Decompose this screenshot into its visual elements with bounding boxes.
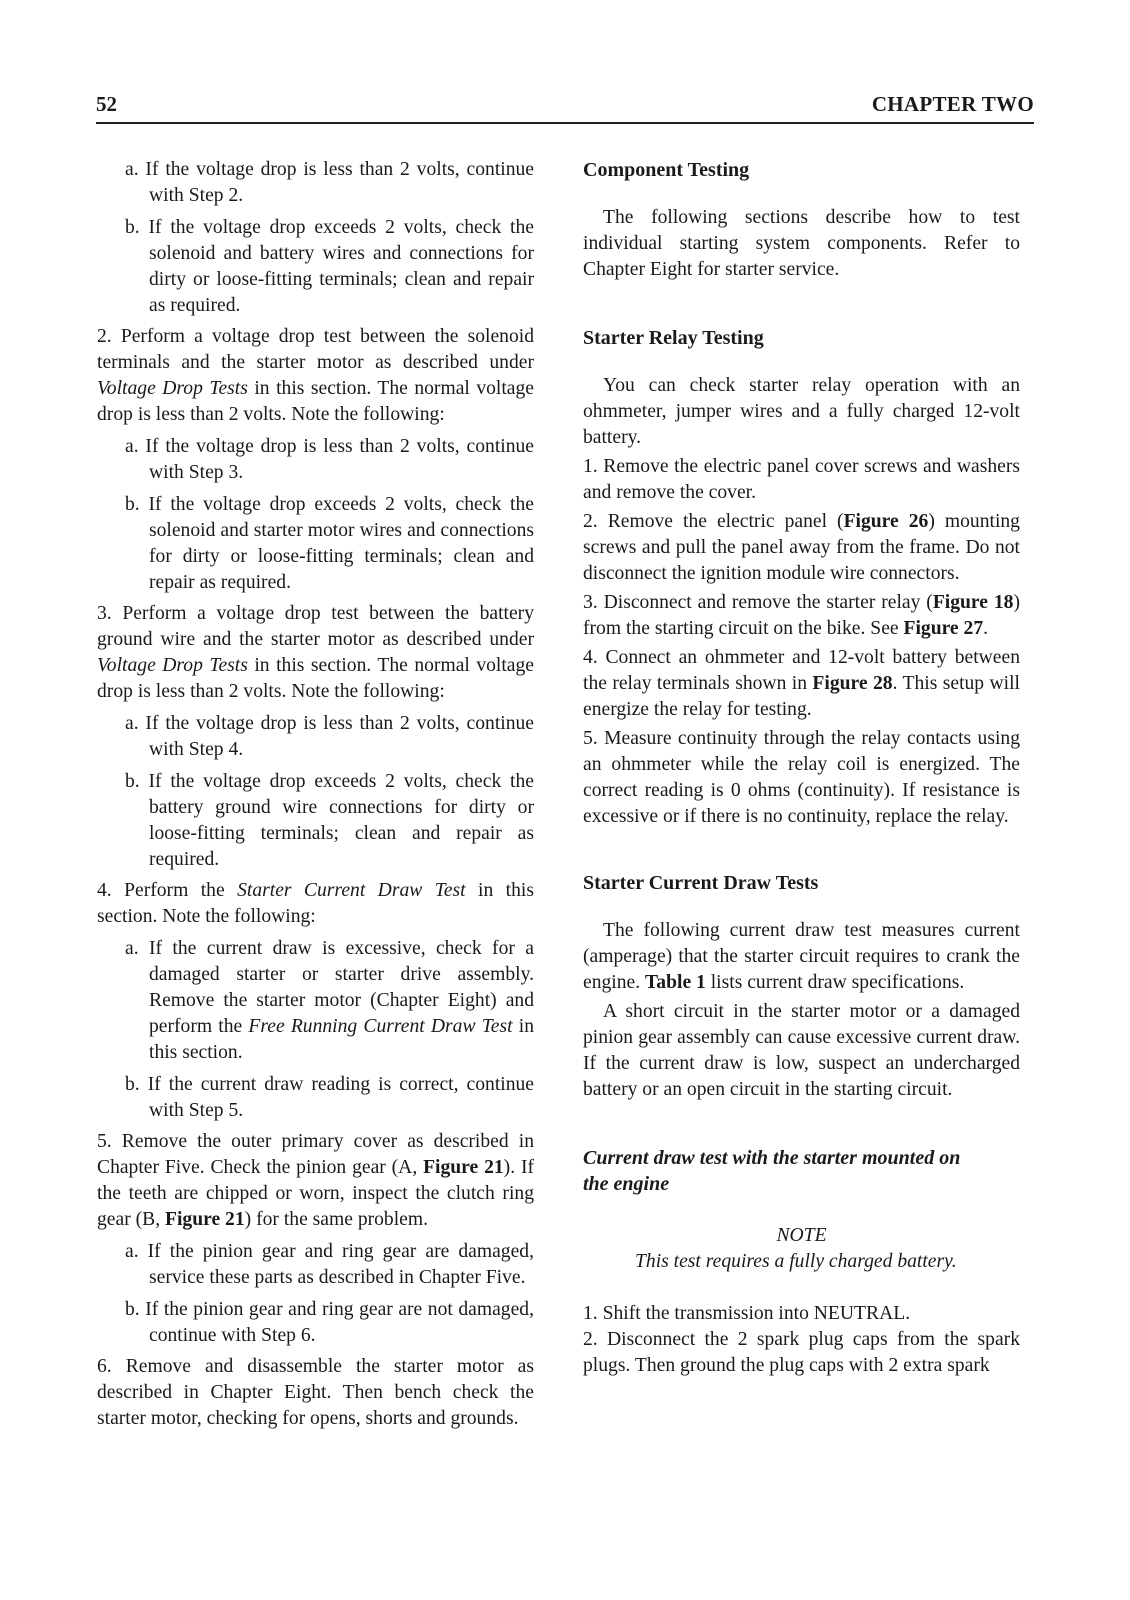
step-6: 6. Remove and disassemble the starter motor as described in Chapter Eight. Then bench check the starter motor, checking for opens, shorts and grounds. [97,1356,534,1429]
page-header [96,92,1034,124]
page-number: 52 [96,92,117,116]
relay-intro-text: You can check starter relay operation with an ohmmeter, jumper wires and a fully charged 12-volt battery. [583,375,1020,448]
step-1a: a. If the voltage drop is less than 2 volts, continue with Step 2. [125,159,534,206]
relay-step-2: 2. Remove the electric panel (Figure 26) mounting screws and pull the panel away from the frame. Do not disconnect the ignition module wire connectors. [583,511,1020,584]
chapter-title: CHAPTER TWO [871,92,1034,116]
step-2: 2. Perform a voltage drop test between the solenoid terminals and the starter motor as described under Voltage Drop Tests in this section. The normal voltage drop is less than 2 volts. Note the following: [97,326,534,425]
heading-starter-relay-testing: Starter Relay Testing [583,327,764,349]
relay-step-5: 5. Measure continuity through the relay contacts using an ohmmeter while the relay coil is energized. The correct reading is 0 ohms (continuity). If resistance is excessive or if there is no continuity, replace the relay. [583,728,1020,827]
left-column [97,157,534,1432]
step-2a: a. If the voltage drop is less than 2 volts, continue with Step 3. [125,436,534,483]
note-text: This test requires a fully charged battery. [635,1251,957,1272]
step-2b: b. If the voltage drop exceeds 2 volts, check the solenoid and starter motor wires and connections for dirty or loose-fitting terminals; clean and repair as required. [125,494,534,593]
step-4b: b. If the current draw reading is correct, continue with Step 5. [125,1074,534,1121]
heading-starter-current-draw-tests: Starter Current Draw Tests [583,872,819,894]
step-1b: b. If the voltage drop exceeds 2 volts, check the solenoid and battery wires and connections for dirty or loose-fitting terminals; clean and repair as required. [125,217,534,316]
component-testing-text: The following sections describe how to test individual starting system components. Refer to Chapter Eight for starter service. [583,207,1020,280]
current-draw-text-1: The following current draw test measures current (amperage) that the starter circuit requires to crank the engine. Table 1 lists current draw specifications. [583,920,1020,993]
note-title: NOTE [776,1225,827,1246]
relay-step-3: 3. Disconnect and remove the starter relay (Figure 18) from the starting circuit on the bike. See Figure 27. [583,592,1021,639]
step-4a: a. If the current draw is excessive, check for a damaged starter or starter drive assembly. Remove the starter motor (Chapter Eight) and perform the Free Running Current Draw Test in this section. [125,938,534,1063]
relay-step-1: 1. Remove the electric panel cover screws and washers and remove the cover. [583,456,1020,503]
note-box [583,1223,1020,1275]
step-5a: a. If the pinion gear and ring gear are damaged, service these parts as described in Chapter Five. [125,1241,534,1288]
heading-current-draw-mounted: Current draw test with the starter mounted on the engine [583,1147,961,1195]
step-3b: b. If the voltage drop exceeds 2 volts, check the battery ground wire connections for dirty or loose-fitting terminals; clean and repair as required. [125,771,534,870]
right-column [583,157,1020,1379]
step-3: 3. Perform a voltage drop test between the battery ground wire and the starter motor as described under Voltage Drop Tests in this section. The normal voltage drop is less than 2 volts. Note the following: [97,603,534,702]
step-4: 4. Perform the Starter Current Draw Test in this section. Note the following: [97,880,534,927]
step-3a: a. If the voltage drop is less than 2 volts, continue with Step 4. [125,713,534,760]
current-step-1: 1. Shift the transmission into NEUTRAL. [583,1303,911,1324]
current-step-2: 2. Disconnect the 2 spark plug caps from the spark plugs. Then ground the plug caps with 2 extra spark [583,1329,1020,1376]
step-5b: b. If the pinion gear and ring gear are not damaged, continue with Step 6. [125,1299,534,1346]
current-draw-text-2: A short circuit in the starter motor or a damaged pinion gear assembly can cause excessive current draw. If the current draw is low, suspect an undercharged battery or an open circuit in the starting circuit. [583,1001,1020,1100]
relay-step-4: 4. Connect an ohmmeter and 12-volt battery between the relay terminals shown in Figure 28. This setup will energize the relay for testing. [583,647,1020,720]
step-5: 5. Remove the outer primary cover as described in Chapter Five. Check the pinion gear (A, Figure 21). If the teeth are chipped or worn, inspect the clutch ring gear (B, Figure 21) for the same problem. [97,1131,534,1230]
heading-component-testing: Component Testing [583,159,750,181]
